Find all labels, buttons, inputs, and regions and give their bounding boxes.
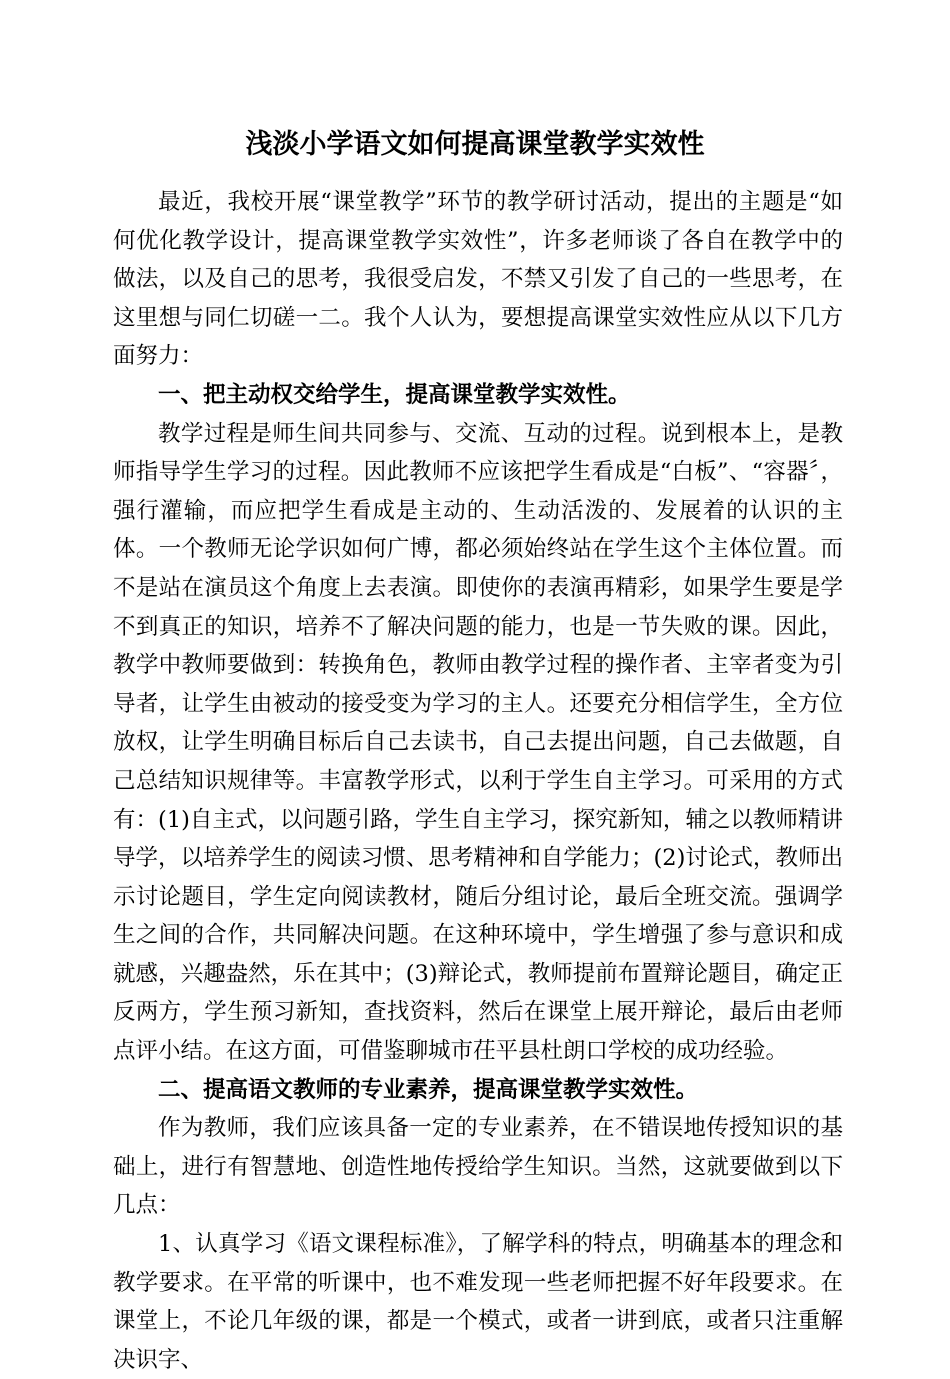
section-2-point-1: 1、认真学习《语文课程标准》，了解学科的特点，明确基本的理念和教学要求。在平常的听课中，也不难发现一些老师把握不好年段要求。在课堂上，不论几年级的课，都是一个模式，或者一讲到底，或者只注重解决识字、 — [113, 1231, 843, 1373]
section-heading-2: 二、提高语文教师的专业素养，提高课堂教学实效性。 — [158, 1076, 699, 1103]
document-title: 浅淡小学语文如何提高课堂教学实效性 — [245, 129, 705, 160]
document-body — [113, 183, 843, 1379]
section-1-paragraph: 教学过程是师生间共同参与、交流、互动的过程。说到根本上，是教师指导学生学习的过程。因此教师不应该把学生看成是“白板”、“容器〞，强行灌输，而应把学生看成是主动的、生动活泼的、发展着的认识的主体。一个教师无论学识如何广博，都必须始终站在学生这个主体位置。而不是站在演员这个角度上去表演。即使你的表演再精彩，如果学生要是学不到真正的知识，培养不了解决问题的能力，也是一节失败的课。因此，教学中教师要做到：转换角色，教师由教学过程的操作者、主宰者变为引导者，让学生由被动的接受变为学习的主人。还要充分相信学生，全方位放权，让学生明确目标后自己去读书，自己去提出问题，自己去做题，自己总结知识规律等。丰富教学形式，以利于学生自主学习。可采用的方式有：(1)自主式，以问题引路，学生自主学习，探究新知，辅之以教师精讲导学，以培养学生的阅读习惯、思考精神和自学能力；(2)讨论式，教师出示讨论题目，学生定向阅读教材，随后分组讨论，最后全班交流。强调学生之间的合作，共同解决问题。在这种环境中，学生增强了参与意识和成就感，兴趣盎然，乐在其中；(3)辩论式，教师提前布置辩论题目，确定正反两方，学生预习新知，查找资料，然后在课堂上展开辩论，最后由老师点评小结。在这方面，可借鉴聊城市茌平县杜朗口学校的成功经验。 — [113, 420, 843, 1065]
intro-paragraph: 最近，我校开展“课堂教学”环节的教学研讨活动，提出的主题是“如何优化教学设计，提高课堂教学实效性”，许多老师谈了各自在教学中的做法，以及自己的思考，我很受启发，不禁又引发了自己的一些思考，在这里想与同仁切磋一二。我个人认为，要想提高课堂实效性应从以下几方面努力： — [113, 189, 843, 370]
section-heading-1: 一、把主动权交给学生，提高课堂教学实效性。 — [158, 381, 631, 408]
section-2-paragraph: 作为教师，我们应该具备一定的专业素养，在不错误地传授知识的基础上，进行有智慧地、创造性地传授给学生知识。当然，这就要做到以下几点： — [113, 1115, 843, 1219]
